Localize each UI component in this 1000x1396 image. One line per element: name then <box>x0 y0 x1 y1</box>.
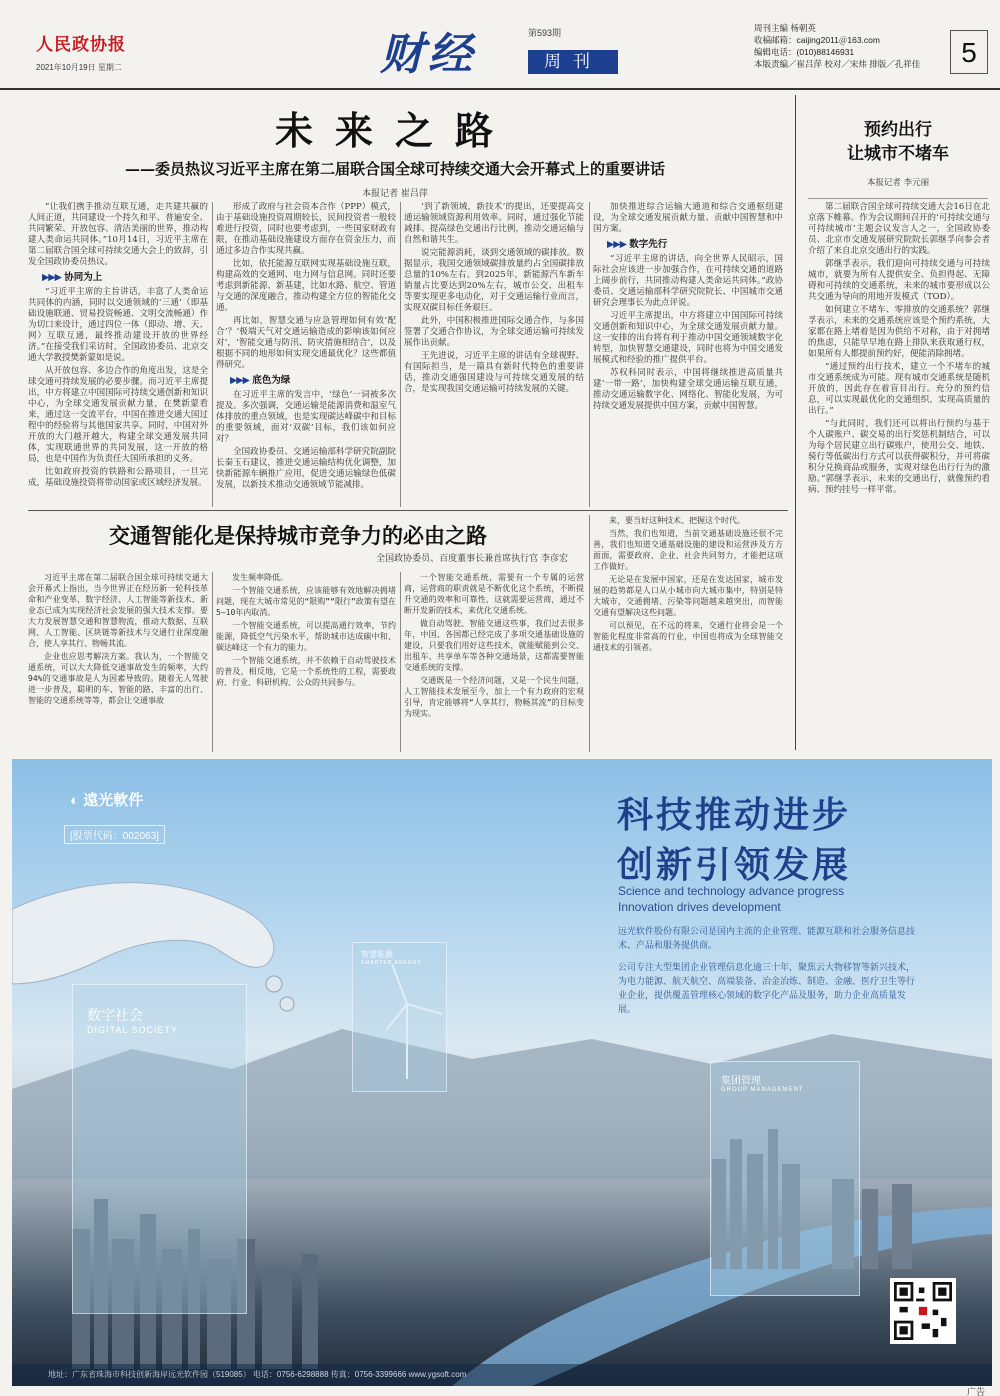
ad-english-line-1: Science and technology advance progress <box>618 884 845 898</box>
paragraph: 比如政府投资的铁路和公路项目，一旦完成，基础设施投资将带动国家或区域经济发展。 <box>28 467 208 488</box>
paragraph: “让我们携手推动互联互通，走共建共赢的人间正道，共同建设一个持久和平、普遍安全、共同繁荣、开放包容、清洁美丽的世界，推动构建人类命运共同体。”10月14日，习近平主席在第二届联合国全球可持续交通大会上的致辞，引发全国政协委员热议。 <box>28 202 208 267</box>
paragraph: 郭继孚表示，我们迎向可持续交通与可持续城市，就要为所有人提供安全、负担得起、无障碍和可持续的交通系统，未来的城市要形成以公共交通为导向的用地开发模式（TOD）。 <box>808 259 990 302</box>
paragraph: 从开放包容、多边合作的角度出发，这是全球交通可持续发展的必要步骤。而习近平主席提出，中方将建立中国国际可持续交通创新和知识中心，为全球交通发展贡献力量，在樊新蒙看来，通过这一交流平台，中国在推进交通大国过程中的经验将与其他国家共享。同时，中国对外开放的大门越开越大，构建全球交通发展共同体，实现联通世界的共同发展，这一开放的格局，也是中国作为负责任大国所承担的义务。 <box>28 366 208 464</box>
ad-description-2: 公司专注大型集团企业管理信息化逾三十年，聚焦云大物移智等新兴技术，为电力能源、航天航空、高端装备、冶金冶炼、制造、金融、医疗卫生等行业企业，提供覆盖管理核心领域的数字化产品及服务，助力企业高质量发展。 <box>618 962 916 1014</box>
panel-smart-energy: 智慧能源 SMARTER ENERGY <box>352 942 447 1092</box>
paragraph: “通过预约出行技术，建立一个不堵车的城市交通系统成为可能。现有城市交通系统是随机开放的，因此存在着盲目出行。充分的预约信息，可以实现最优化的交通组织，实现高质量的出行。” <box>808 362 990 416</box>
paragraph: 加快推进综合运输大通道和综合交通枢纽建设，为全球交通发展贡献力量、贡献中国智慧和中国方案。 <box>593 202 783 234</box>
paragraph: 说完能源消耗，谈到交通领域的碳排放。数据显示，我国交通领域碳排放量约占全国碳排放总量的10%左右。到2025年，新能源汽车新车销量占比要达到20%左右，城市公交、出租车等要实现更多电动化，对于交通运输行业而言，实现双碳目标任务艰巨。 <box>404 248 584 313</box>
paragraph: 一个智能交通系统，并不依赖于自动驾驶技术的普及，相反地，它是一个系统性的工程，需要政府、行业、科研机构、公众的共同参与。 <box>216 656 396 687</box>
paragraph: 一个智能交通系统，需要有一个专属的运营商，运营商的职责就是不断优化这个系统，不断提升交通的效率和可靠性，这就需要运营商，通过不断开发新的技术，来优化交通系统。 <box>404 573 584 615</box>
ad-description-1: 远光软件股份有限公司是国内主流的企业管理、能源互联和社会服务信息技术、产品和服务提供商。 <box>618 926 916 950</box>
ad-headline-2: 创新引领发展 <box>617 845 852 886</box>
paragraph: 如何建立不堵车、零排放的交通系统？郭继孚表示，未来的交通系统应该是个预约系统，大家都在路上堵着是因为供给不对称，由于对拥堵的焦虑，只能早早地在路上排队来获取通行权，如果所有人都提前预约好，便能消除拥堵。 <box>808 305 990 359</box>
editor-line: 编辑电话：(010)88146931 <box>754 47 855 57</box>
editor-line: 周刊主编 杨朝英 <box>754 23 816 33</box>
qr-code-icon <box>890 1278 956 1344</box>
arrow-icon: ▶▶▶ <box>230 375 249 386</box>
paragraph: 形成了政府与社会资本合作（PPP）模式，由于基础设施投资周期较长，民间投资者一般较难进行投资，同时也要考虑到，一些国家财政有限，在推动基础设施建设方面存在资金压力，而通过多边合作实现共赢。 <box>216 202 396 256</box>
paragraph: 苏权科同时表示，中国将继续推进高质量共建‘一带一路’，加快构建全球交通运输互联互通，推动交通运输数字化、网络化、智能化发展，为可持续交通发展提供中国方案，贡献中国智慧。 <box>593 368 783 411</box>
paragraph: 一个智能交通系统，应该能够有效地解决拥堵问题，现在大城市常见的“限购”“限行”政策有望在5—10年内取消。 <box>216 586 396 617</box>
ad-company-logo: ◐ 遠光軟件 <box>70 792 144 809</box>
section-logo: 财经 <box>380 29 476 80</box>
paragraph: 第二届联合国全球可持续交通大会16日在北京落下帷幕。作为会议期间召开的‘可持续交通与可持续城市’主题会议发言人之一，全国政协委员、北京市交通发展研究院院长郭继孚向参会者介绍了来自北京交通出行的实践。 <box>808 202 990 256</box>
lead-byline: 本报记者 崔吕萍 <box>362 189 428 199</box>
paragraph: 再比如，智慧交通与应急管理如何有效‘配合’？‘极端天气对交通运输造成的影响该如何应对’，‘智能交通与防汛、防灾措施相结合’，以及根据不同的地形如何实现交通最优化？这些都值得研究。 <box>216 316 396 370</box>
ad-headline-1: 科技推动进步 <box>617 795 852 836</box>
paragraph: 习近平主席提出，中方将建立中国国际可持续交通创新和知识中心，为全球交通发展贡献力量。这一安排的出台将有利于推动中国交通领域数字化转型，加快智慧交通建设，同时也将为中国交通发展模式和经验的推广提供平台。 <box>593 311 783 365</box>
paragraph: “习近平主席的讲话，向全世界人民昭示，国际社会应该进一步加强合作，在可持续交通的道路上阔步前行，共同推动构建人类命运共同体。”政协委员、交通运输部科学研究院院长、中国城市交通研究会理事长为此点评说。 <box>593 254 783 308</box>
paragraph: 习近平主席在第二届联合国全球可持续交通大会开幕式上指出，当今世界正在经历新一轮科技革命和产业变革，数字经济、人工智能等新技术、新业态已成为实现经济社会发展的强大技术支撑。要大力发展智慧交通和智慧物流，推动大数据、互联网、人工智能、区块链等新技术与交通行业深度融合，使人享其行、物畅其流。 <box>28 573 208 648</box>
lead-column-1 <box>28 202 208 507</box>
paragraph: 交通既是一个经济问题，又是一个民生问题，人工智能技术发展至今，加上一个有力政府的宏观引导，肯定能够将“人享其行，物畅其流”的目标变为现实。 <box>404 676 584 718</box>
panel-group-management: 集团管理 GROUP MANAGEMENT <box>710 1061 860 1296</box>
second-headline: 交通智能化是保持城市竞争力的必由之路 <box>109 523 487 548</box>
paragraph: 可以预见，在不远的将来，交通行业将会是一个智能化程度非常高的行业，中国也将成为全球智能交通技术的引领者。 <box>593 621 783 652</box>
paragraph: 当然，我们也知道，当前交通基础设施还很不完善，我们也知道交通基础设施的建设和运营涉及方方面面，需要政府、企业、社会共同努力，才能把这项工作做好。 <box>593 529 783 571</box>
section-subhead: ▶▶▶ 协同为上 <box>42 272 103 283</box>
ad-stock-code: [股票代码：002063] <box>64 825 165 844</box>
swirl-icon: ◐ <box>70 792 84 809</box>
sidebar-headline: 预约出行 让城市不堵车 <box>847 120 949 164</box>
paragraph: 比如，依托能源互联网实现基础设施互联，构建高效的交通网、电力网与信息网。同时还要考虑到新能源、新基建，比如水路、航空、管道与交通的深度融合，推动构建全方位的智能化交通。 <box>216 259 396 313</box>
ad-footer: 地址：广东省珠海市科技创新海岸远光软件园（519085） 电话：0756-6298888 传真：0756-3399666 www.ygsoft.com <box>12 1364 992 1386</box>
paragraph: 王先进说，习近平主席的讲话有全球视野、有国际担当，是一篇具有新时代特色的重要讲话，推动交通强国建设与可持续交通发展的结合，是实现我国交通运输可持续发展的关键。 <box>404 351 584 394</box>
section-subhead: ▶▶▶ 底色为绿 <box>230 375 291 386</box>
editor-line: 本版责编／崔吕萍 校对／宋炜 排版／孔祥佳 <box>754 59 921 69</box>
lead-column-4 <box>593 202 783 507</box>
second-column-3 <box>404 572 584 752</box>
page-number: 5 <box>950 30 988 74</box>
paragraph: 一个智能交通系统，可以提高通行效率，节约能源，降低空气污染水平，帮助城市达成碳中和、碳达峰这一个有力的能力。 <box>216 621 396 652</box>
paragraph: 此外，中国积极推进国际交通合作，与多国签署了交通合作协议，为全球交通运输可持续发展作出贡献。 <box>404 316 584 348</box>
issue-number: 第593期 <box>528 28 562 38</box>
paragraph: 企业也应思考解决方案。我认为，一个智能交通系统，可以大大降低交通事故发生的频率，大约94%的交通事故是人为因素导致的。随着无人驾驶进一步普及，聪明的车、智能的路、丰富的出行、智能的交通系统等等，都会让交通事故 <box>28 652 208 705</box>
paragraph: ‘到了新领域，新技术’的提出，还要提高交通运输领域资源利用效率。同时，通过强化节能减排、提高绿色交通出行比例，推动交通运输与自然和谐共生。 <box>404 202 584 245</box>
paragraph: 做自动驾驶、智能交通这些事，我们过去很多年，中国、各国都已经完成了多项交通基础设施的建设，只要我们用好这些技术，就能赋能到公交、出租车、共享单车等各种交通场景，这都需要智能交通系统的支撑。 <box>404 619 584 672</box>
lead-column-3 <box>404 202 584 507</box>
paragraph: 全国政协委员、交通运输部科学研究院副院长秦玉石建议，推进交通运输结构优化调整，加快新能源车辆推广应用，促进交通运输绿色低碳发展，以新技术推动交通领域节能减排。 <box>216 447 396 490</box>
paragraph: 在习近平主席的发言中，‘绿色’一词被多次提及。多次强调，交通运输是能源消费和温室气体排放的重点领域，也是实现碳达峰碳中和目标的重要领域，面对‘双碳’目标，我们该如何应对？ <box>216 390 396 444</box>
second-column-4 <box>593 515 783 752</box>
editor-line: 收稿邮箱：caijing2011＠163.com <box>754 35 880 45</box>
panel-digital-society: 数字社会 DIGITAL SOCIETY <box>72 984 247 1314</box>
lead-column-2 <box>216 202 396 507</box>
paragraph: 发生频率降低。 <box>232 573 288 582</box>
sidebar-byline: 本报记者 李元丽 <box>866 178 930 188</box>
date-line: 2021年10月19日 星期二 <box>36 63 122 72</box>
ad-tag: 广告 <box>967 1387 986 1396</box>
ad-english-line-2: Innovation drives development <box>618 900 781 914</box>
weekly-badge: 周刊 <box>528 50 618 74</box>
second-column-1 <box>28 572 208 752</box>
editor-info <box>754 22 920 70</box>
lead-subheadline: ——委员热议习近平主席在第二届联合国全球可持续交通大会开幕式上的重要讲话 <box>124 160 665 178</box>
paragraph: “与此同时，我们还可以将出行预约与基于个人碳账户、碳交易的出行奖惩机制结合，可以为每个居民建立出行碳账户，使用公交、地铁、骑行等低碳出行方式可以获得碳积分，并可将碳积分兑换商品或服务，实现对绿色出行行为的激励。”郭继孚表示，未来的交通出行，就像预约看病、预约挂号一样平常。 <box>808 419 990 495</box>
paragraph: 来，要当好这种技术、把握这个时代。 <box>609 516 745 525</box>
sidebar-body <box>808 202 990 747</box>
paper-logo: 人民政协报 <box>36 35 126 55</box>
second-column-2 <box>216 572 396 752</box>
arrow-icon: ▶▶▶ <box>42 272 61 283</box>
lead-headline: 未来之路 <box>274 108 515 153</box>
second-byline: 全国政协委员、百度董事长兼首席执行官 李彦宏 <box>376 554 568 564</box>
paragraph: “习近平主席的主旨讲话，丰富了人类命运共同体的内涵，同时以交通领域的‘三通’（即基础设施联通、贸易投资畅通、文明交流畅通）作为切口来设计，通过四位一体（即动、增、天、网）互联互通，最终推动建设开放的世界经济。”在接受我们采访时，全国政协委员、北京交通大学教授樊新蒙如是说。 <box>28 287 208 363</box>
arrow-icon: ▶▶▶ <box>607 239 626 250</box>
section-subhead: ▶▶▶ 数字先行 <box>607 239 668 250</box>
advertisement <box>12 759 992 1386</box>
paragraph: 无论是在发展中国家，还是在发达国家，城市发展的趋势都是人口从小城市向大城市集中，特别是特大城市，交通拥堵、污染等问题越来越突出，而智能交通有望解决这些问题。 <box>593 575 783 617</box>
